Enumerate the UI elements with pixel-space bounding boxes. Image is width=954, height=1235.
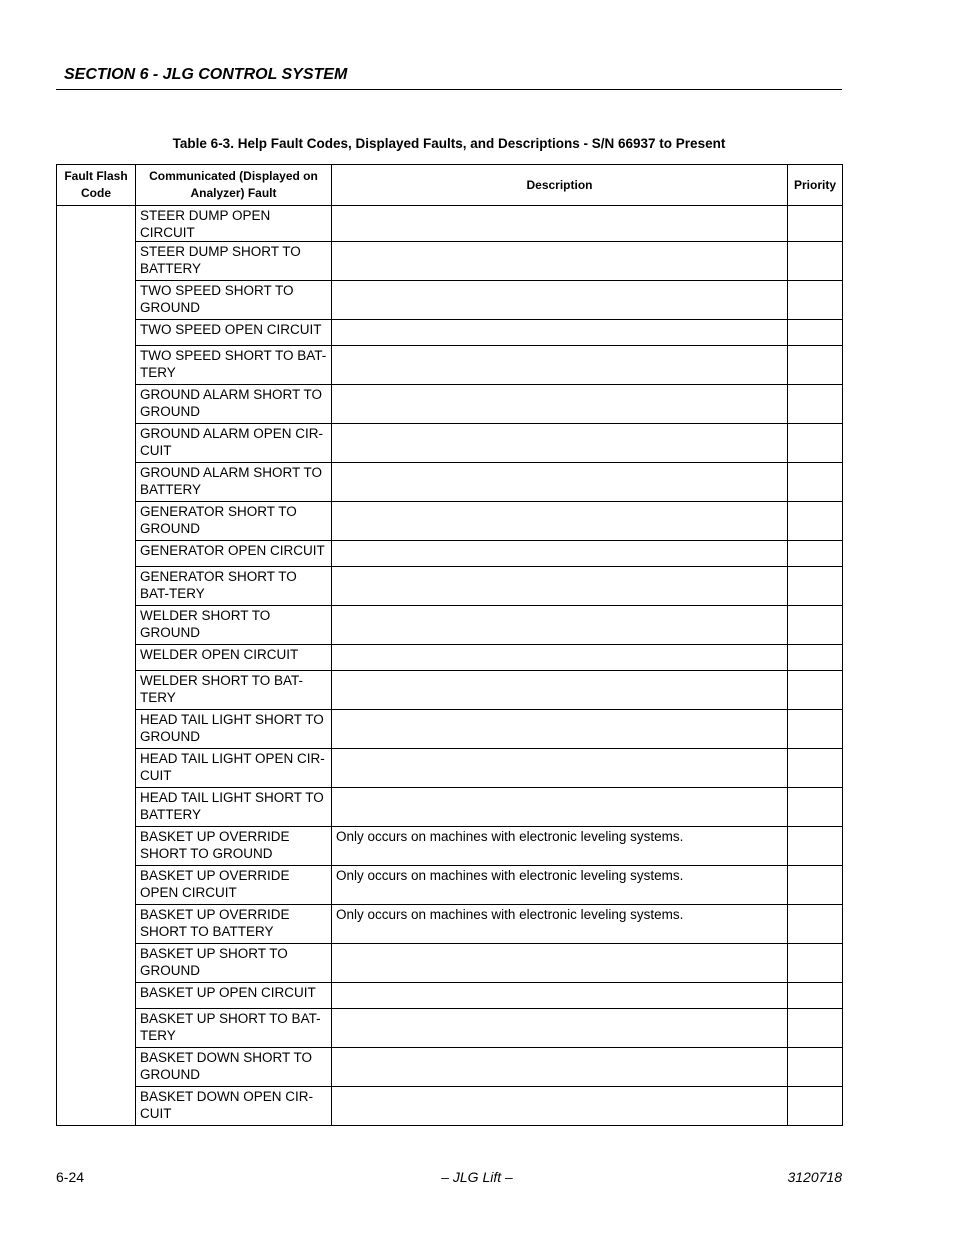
table-row xyxy=(57,385,843,424)
description-cell xyxy=(332,606,788,645)
fault-cell: TWO SPEED OPEN CIRCUIT xyxy=(136,320,332,346)
priority-cell xyxy=(788,1048,843,1087)
description-cell xyxy=(332,1048,788,1087)
table-row xyxy=(57,866,843,905)
fault-codes-table xyxy=(56,164,843,1126)
fault-cell: STEER DUMP SHORT TO BATTERY xyxy=(136,242,332,281)
table-row xyxy=(57,749,843,788)
table-row xyxy=(57,502,843,541)
description-cell xyxy=(332,1087,788,1126)
description-cell: Only occurs on machines with electronic leveling systems. xyxy=(332,827,788,866)
priority-cell xyxy=(788,502,843,541)
description-cell xyxy=(332,346,788,385)
column-header-fault-flash-code: Fault Flash Code xyxy=(57,165,136,206)
description-cell: Only occurs on machines with electronic leveling systems. xyxy=(332,905,788,944)
fault-cell: BASKET UP OVERRIDE SHORT TO BATTERY xyxy=(136,905,332,944)
table-row xyxy=(57,827,843,866)
description-cell xyxy=(332,710,788,749)
description-cell xyxy=(332,541,788,567)
description-cell xyxy=(332,671,788,710)
description-cell xyxy=(332,944,788,983)
table-row xyxy=(57,346,843,385)
table-row xyxy=(57,567,843,606)
table-row xyxy=(57,1048,843,1087)
fault-cell: TWO SPEED SHORT TO BAT-TERY xyxy=(136,346,332,385)
fault-flash-code-cell xyxy=(57,206,136,1126)
table-title: Table 6-3. Help Fault Codes, Displayed Faults, and Descriptions - S/N 66937 to Present xyxy=(172,136,726,151)
table-row xyxy=(57,788,843,827)
fault-cell: WELDER SHORT TO BAT-TERY xyxy=(136,671,332,710)
description-cell xyxy=(332,242,788,281)
fault-cell: HEAD TAIL LIGHT SHORT TO GROUND xyxy=(136,710,332,749)
description-cell xyxy=(332,788,788,827)
table-row xyxy=(57,1087,843,1126)
fault-cell: GROUND ALARM SHORT TO GROUND xyxy=(136,385,332,424)
table-row xyxy=(57,983,843,1009)
priority-cell xyxy=(788,1009,843,1048)
table-header-row xyxy=(57,165,843,206)
table-row xyxy=(57,905,843,944)
fault-cell: HEAD TAIL LIGHT SHORT TO BATTERY xyxy=(136,788,332,827)
table-row xyxy=(57,320,843,346)
column-header-priority: Priority xyxy=(788,165,843,206)
column-header-communicated-fault: Communicated (Displayed on Analyzer) Fault xyxy=(136,165,332,206)
fault-cell: BASKET UP OVERRIDE OPEN CIRCUIT xyxy=(136,866,332,905)
footer-publisher: – JLG Lift – xyxy=(441,1169,513,1185)
fault-cell: GENERATOR OPEN CIRCUIT xyxy=(136,541,332,567)
table-row xyxy=(57,1009,843,1048)
fault-cell: HEAD TAIL LIGHT OPEN CIR-CUIT xyxy=(136,749,332,788)
fault-cell: BASKET DOWN OPEN CIR-CUIT xyxy=(136,1087,332,1126)
table-row xyxy=(57,645,843,671)
description-cell xyxy=(332,385,788,424)
table-row xyxy=(57,606,843,645)
priority-cell xyxy=(788,866,843,905)
priority-cell xyxy=(788,944,843,983)
priority-cell xyxy=(788,424,843,463)
table-row xyxy=(57,541,843,567)
fault-cell: BASKET DOWN SHORT TO GROUND xyxy=(136,1048,332,1087)
priority-cell xyxy=(788,1087,843,1126)
description-cell xyxy=(332,749,788,788)
fault-cell: GROUND ALARM SHORT TO BATTERY xyxy=(136,463,332,502)
description-cell xyxy=(332,1009,788,1048)
priority-cell xyxy=(788,346,843,385)
priority-cell xyxy=(788,645,843,671)
fault-cell: STEER DUMP OPEN CIRCUIT xyxy=(136,206,332,242)
fault-cell: GROUND ALARM OPEN CIR-CUIT xyxy=(136,424,332,463)
priority-cell xyxy=(788,606,843,645)
description-cell xyxy=(332,281,788,320)
priority-cell xyxy=(788,242,843,281)
priority-cell xyxy=(788,320,843,346)
priority-cell xyxy=(788,827,843,866)
priority-cell xyxy=(788,983,843,1009)
fault-cell: WELDER SHORT TO GROUND xyxy=(136,606,332,645)
priority-cell xyxy=(788,671,843,710)
fault-cell: BASKET UP SHORT TO GROUND xyxy=(136,944,332,983)
table-body xyxy=(57,206,843,1126)
fault-cell: GENERATOR SHORT TO BAT-TERY xyxy=(136,567,332,606)
table-row xyxy=(57,242,843,281)
description-cell xyxy=(332,567,788,606)
fault-cell: TWO SPEED SHORT TO GROUND xyxy=(136,281,332,320)
description-cell xyxy=(332,983,788,1009)
table-row xyxy=(57,463,843,502)
description-cell xyxy=(332,320,788,346)
priority-cell xyxy=(788,749,843,788)
header-rule xyxy=(56,89,842,90)
table-row xyxy=(57,424,843,463)
fault-cell: GENERATOR SHORT TO GROUND xyxy=(136,502,332,541)
document-number: 3120718 xyxy=(787,1169,842,1185)
table-row xyxy=(57,671,843,710)
priority-cell xyxy=(788,788,843,827)
table-row xyxy=(57,944,843,983)
column-header-description: Description xyxy=(332,165,788,206)
priority-cell xyxy=(788,905,843,944)
description-cell xyxy=(332,206,788,242)
priority-cell xyxy=(788,710,843,749)
description-cell: Only occurs on machines with electronic leveling systems. xyxy=(332,866,788,905)
table-row xyxy=(57,281,843,320)
priority-cell xyxy=(788,567,843,606)
description-cell xyxy=(332,463,788,502)
description-cell xyxy=(332,502,788,541)
section-header: SECTION 6 - JLG CONTROL SYSTEM xyxy=(64,66,348,83)
fault-cell: BASKET UP SHORT TO BAT-TERY xyxy=(136,1009,332,1048)
table-row xyxy=(57,710,843,749)
fault-cell: BASKET UP OPEN CIRCUIT xyxy=(136,983,332,1009)
fault-cell: BASKET UP OVERRIDE SHORT TO GROUND xyxy=(136,827,332,866)
priority-cell xyxy=(788,463,843,502)
table-row xyxy=(57,206,843,242)
priority-cell xyxy=(788,385,843,424)
priority-cell xyxy=(788,281,843,320)
priority-cell xyxy=(788,541,843,567)
description-cell xyxy=(332,424,788,463)
description-cell xyxy=(332,645,788,671)
page-number: 6-24 xyxy=(56,1169,85,1185)
fault-cell: WELDER OPEN CIRCUIT xyxy=(136,645,332,671)
priority-cell xyxy=(788,206,843,242)
